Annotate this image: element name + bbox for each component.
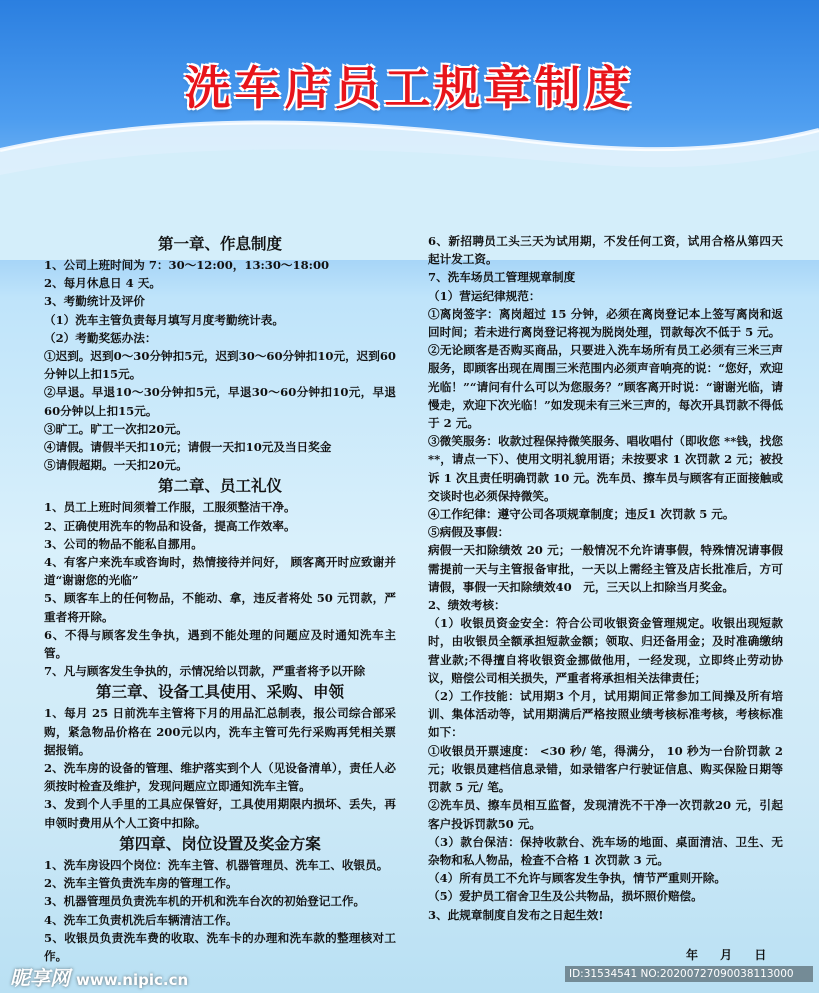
- paragraph: 1、员工上班时间须着工作服，工服须整洁干净。: [44, 500, 296, 515]
- paragraph: 5、收银员负责洗车费的收取、洗车卡的办理和洗车款的整理核对工作。: [44, 930, 396, 963]
- paragraph: 2、正确使用洗车的物品和设备，提高工作效率。: [44, 518, 296, 533]
- paragraph: ⑤请假超期。一天扣20元。: [44, 458, 188, 473]
- paragraph: ③旷工。旷工一次扣20元。: [44, 421, 188, 436]
- paragraph: 3、公司的物品不能私自挪用。: [44, 536, 203, 551]
- date-line: 年 月 日: [686, 948, 767, 962]
- paragraph: 1、公司上班时间为 7：30～12:00，13:30～18:00: [44, 258, 330, 272]
- paragraph: 6、新招聘员工头三天为试用期，不发任何工资，试用合格从第四天起计发工资。: [428, 234, 783, 267]
- paragraph: ①迟到。迟到0～30分钟扣5元，迟到30～60分钟扣10元，迟到60分钟以上扣15元。: [44, 349, 396, 382]
- paragraph: 5、顾客车上的任何物品，不能动、拿，违反者将处 50 元罚款，严重者将开除。: [44, 591, 396, 624]
- paragraph: 6、不得与顾客发生争执，遇到不能处理的问题应及时通知洗车主管。: [44, 627, 396, 661]
- watermark-url: www.nipic.cn: [76, 971, 189, 989]
- background-wave: [0, 0, 819, 260]
- paragraph: 2、每月休息日 4 天。: [44, 276, 161, 291]
- watermark-brand-name: 昵享网: [10, 966, 70, 990]
- paragraph: （3）款台保洁：保持收款台、洗车场的地面、桌面清洁、卫生、无杂物和私人物品，检查不合格 1 次罚款 3 元。: [428, 834, 783, 867]
- watermark-brand: [10, 962, 188, 991]
- paragraph: ②早退。早退10～30分钟扣5元，早退30～60分钟扣10元，早退60分钟以上扣15元。: [44, 385, 396, 418]
- paragraph: 3、发到个人手里的工具应保管好，工具使用期限内损坏、丢失，再申领时费用从个人工资中扣除。: [44, 797, 396, 830]
- paragraph: （2）工作技能：试用期3 个月，试用期间正常参加工间操及所有培训、集体活动等，试用期满后严格按照业绩考核标准考核，考核标准如下：: [428, 689, 783, 740]
- chapter-heading: 第四章、岗位设置及奖金方案: [119, 833, 321, 853]
- paragraph: 2、洗车房的设备的管理、维护落实到个人（见设备清单），责任人必须按时检查及维护，发现问题应立即通知洗车主管。: [44, 761, 396, 794]
- paragraph: （5）爱护员工宿舍卫生及公共物品，损坏照价赔偿。: [428, 889, 703, 904]
- paragraph: ④请假。请假半天扣10元；请假一天扣10元及当日奖金: [44, 440, 332, 455]
- paragraph: （1）收银员资金安全：符合公司收银资金管理规定。收银出现短款时，由收银员全额承担短款金额；领取、归还备用金；及时准确缴纳营业款;不得擅自将收银资金挪做他用，一经发现，立即终止劳动协议，赔偿公司相关损失，严重者将承担相关法律责任；: [428, 616, 783, 685]
- right-column: [428, 232, 783, 924]
- chapter-heading: 第三章、设备工具使用、采购、申领: [95, 682, 344, 702]
- paragraph: （4）所有员工不允许与顾客发生争执，情节严重则开除。: [428, 871, 726, 886]
- paragraph: 4、有客户来洗车或咨询时，热情接待并问好， 顾客离开时应致谢并道“谢谢您的光临”: [44, 555, 396, 588]
- paragraph: ⑤病假及事假：: [428, 525, 510, 540]
- paragraph: （2）考勤奖惩办法：: [44, 330, 157, 345]
- paragraph: 3、此规章制度自发布之日起生效!: [428, 907, 604, 922]
- paragraph: ①收银员开票速度： <30 秒/ 笔，得满分， 10 秒为一台阶罚款 2 元；收银员建档信息录错，如录错客户行驶证信息、购买保险日期等罚款 5 元/ 笔。: [428, 743, 783, 795]
- page-title: 洗车店员工规章制度: [184, 61, 635, 115]
- paragraph: ①离岗签字：离岗超过 15 分钟，必须在离岗登记本上签写离岗和返回时间；若未进行离岗登记将视为脱岗处理，罚款每次不低于 5 元。: [428, 306, 783, 340]
- paragraph: 4、洗车工负责机洗后车辆清洁工作。: [44, 912, 238, 927]
- paragraph: （1）洗车主管负责每月填写月度考勤统计表。: [44, 312, 284, 327]
- paragraph: 1、洗车房设四个岗位：洗车主管、机器管理员、洗车工、收银员。: [44, 857, 389, 872]
- paragraph: 2、洗车主管负责洗车房的管理工作。: [44, 876, 238, 891]
- paragraph: 3、考勤统计及评价: [44, 294, 145, 309]
- paragraph: （1）营运纪律规范：: [428, 288, 541, 303]
- chapter-heading: 第二章、员工礼仪: [157, 476, 282, 496]
- paragraph: 3、机器管理员负责洗车机的开机和洗车台次的初始登记工作。: [44, 894, 366, 909]
- paragraph: ②无论顾客是否购买商品，只要进入洗车场所有员工必须有三米三声服务，即顾客出现在周围三米范围内必须声音响亮的说：“您好，欢迎光临！”“请问有什么可以为您服务？”顾客离开时说：“谢谢光临，请慢走，欢迎下次光临！”如发现未有三米三声的，每次开具罚款不得低于 2 元。: [428, 343, 783, 431]
- chapter-heading: 第一章、作息制度: [157, 234, 282, 253]
- paragraph: 2、绩效考核：: [428, 598, 506, 613]
- paragraph: ③微笑服务：收款过程保持微笑服务、唱收唱付（即收您 **钱，找您 **，请点一下）、使用文明礼貌用语；未按要求 1 次罚款 2 元；被投诉 1 次且责任明确罚款 10 元。洗车员、擦车员与顾客有正面接触或交谈时也必须保持微笑。: [428, 434, 783, 503]
- paragraph: ②洗车员、擦车员相互监督，发现清洗不干净一次罚款20 元，引起客户投诉罚款50 元。: [428, 798, 783, 831]
- paragraph: 7、凡与顾客发生争执的，示情况给以罚款，严重者将予以开除: [44, 664, 366, 679]
- paragraph: 病假一天扣除绩效 20 元；一般情况不允许请事假，特殊情况请事假需提前一天与主管报备审批，一天以上需经主管及店长批准后，方可请假，事假一天扣除绩效40 元，三天以上扣除当月奖金。: [428, 543, 783, 594]
- paragraph: ④工作纪律：遵守公司各项规章制度；违反1 次罚款 5 元。: [428, 507, 735, 522]
- paragraph: 7、洗车场员工管理规章制度: [428, 270, 576, 285]
- left-column: [44, 232, 396, 965]
- paragraph: 1、每月 25 日前洗车主管将下月的用品汇总制表，报公司综合部采购，紧急物品价格在 200元以内，洗车主管可先行采购再凭相关票据报销。: [44, 706, 396, 757]
- watermark-id: ID:31534541 NO:20200727090038113000: [565, 966, 813, 982]
